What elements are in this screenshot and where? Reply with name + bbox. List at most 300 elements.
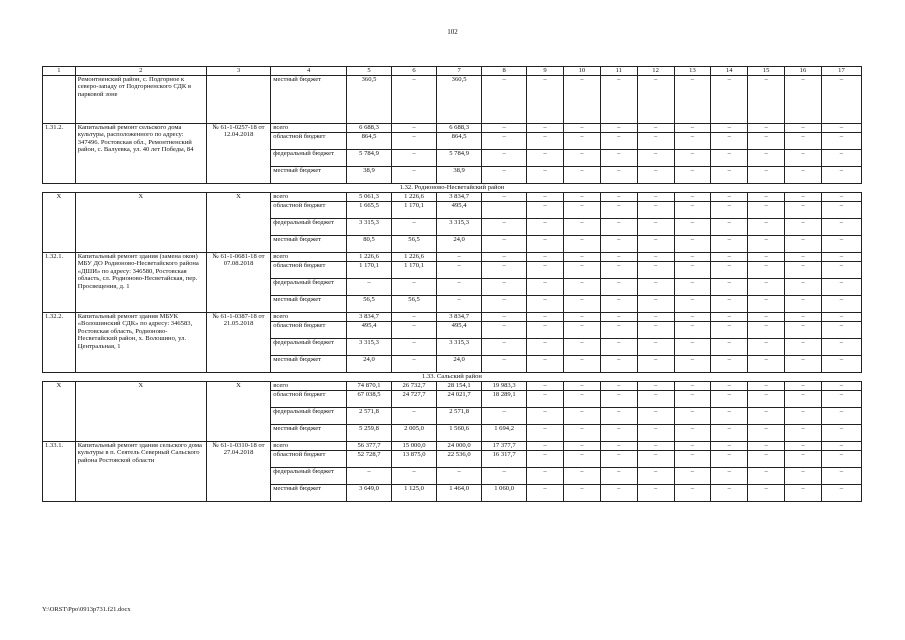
header-cell: 9 [527,67,564,76]
budget-type-cell: местный бюджет [271,356,347,373]
empty-value-cell: – [600,468,637,485]
value-cell: – [392,339,437,356]
empty-value-cell: – [600,425,637,442]
empty-value-cell: – [821,356,861,373]
empty-value-cell: – [674,253,711,262]
empty-value-cell: – [674,150,711,167]
value-cell: – [482,236,527,253]
empty-value-cell: – [748,382,785,391]
empty-value-cell: – [563,150,600,167]
contract-cell: № 61-1-0387-18 от 21.05.2018 [206,313,270,373]
value-cell: 56 377,7 [347,442,392,451]
value-cell: – [437,468,482,485]
value-cell: – [482,193,527,202]
empty-value-cell: – [600,167,637,184]
value-cell: 24,0 [437,356,482,373]
empty-value-cell: – [637,322,674,339]
empty-value-cell: – [637,253,674,262]
empty-value-cell: – [527,133,564,150]
empty-value-cell: – [527,382,564,391]
empty-value-cell: – [674,322,711,339]
header-cell: 16 [785,67,822,76]
empty-value-cell: – [563,322,600,339]
empty-value-cell: – [674,408,711,425]
empty-value-cell: – [637,124,674,133]
empty-value-cell: – [637,133,674,150]
item-description: Ремонтненский район, с. Подгорное к северо-западу от Подгорненского СДК в парковой зоне [75,76,206,124]
value-cell: 1 226,6 [347,253,392,262]
empty-value-cell: – [785,451,822,468]
empty-value-cell: – [748,408,785,425]
header-cell: 11 [600,67,637,76]
empty-value-cell: – [600,253,637,262]
empty-value-cell: – [785,468,822,485]
value-cell: 52 728,7 [347,451,392,468]
empty-value-cell: – [748,262,785,279]
empty-value-cell: – [821,279,861,296]
empty-value-cell: – [711,296,748,313]
value-cell: – [437,253,482,262]
empty-value-cell: – [711,356,748,373]
empty-value-cell: – [748,296,785,313]
empty-value-cell: – [785,339,822,356]
budget-type-cell: местный бюджет [271,485,347,502]
empty-value-cell: – [563,296,600,313]
footer-path: Y:\ORST\Ppo\0913p731.f21.docx [42,606,131,613]
table-row [43,193,862,202]
empty-value-cell: – [711,339,748,356]
empty-value-cell: – [563,253,600,262]
x-cell: X [75,193,206,253]
empty-value-cell: – [637,425,674,442]
empty-value-cell: – [637,451,674,468]
empty-value-cell: – [637,468,674,485]
empty-value-cell: – [821,322,861,339]
empty-value-cell: – [637,391,674,408]
table-row [43,313,862,322]
empty-value-cell: – [563,356,600,373]
empty-value-cell: – [785,425,822,442]
budget-type-cell: областной бюджет [271,262,347,279]
empty-value-cell: – [527,167,564,184]
empty-value-cell: – [637,279,674,296]
empty-value-cell: – [711,425,748,442]
empty-value-cell: – [821,167,861,184]
empty-value-cell: – [785,76,822,124]
empty-value-cell: – [748,202,785,219]
value-cell: 1 226,6 [392,253,437,262]
empty-value-cell: – [785,296,822,313]
value-cell: – [392,356,437,373]
value-cell: – [482,279,527,296]
empty-value-cell: – [527,219,564,236]
x-cell: X [206,193,270,253]
empty-value-cell: – [785,262,822,279]
value-cell: 19 983,3 [482,382,527,391]
value-cell: – [482,313,527,322]
empty-value-cell: – [637,442,674,451]
header-cell: 8 [482,67,527,76]
value-cell: 1 694,2 [482,425,527,442]
header-cell: 3 [206,67,270,76]
empty-value-cell: – [674,124,711,133]
budget-type-cell: федеральный бюджет [271,408,347,425]
value-cell: 3 315,3 [437,219,482,236]
empty-value-cell: – [748,193,785,202]
empty-value-cell: – [527,124,564,133]
empty-value-cell: – [600,356,637,373]
empty-value-cell: – [748,124,785,133]
budget-type-cell: местный бюджет [271,296,347,313]
empty-value-cell: – [674,279,711,296]
empty-value-cell: – [674,133,711,150]
empty-value-cell: – [600,193,637,202]
empty-value-cell: – [637,356,674,373]
value-cell: 38,9 [347,167,392,184]
value-cell: 24 727,7 [392,391,437,408]
value-cell [482,202,527,219]
empty-value-cell: – [527,356,564,373]
empty-value-cell: – [711,133,748,150]
empty-value-cell: – [600,485,637,502]
value-cell: 3 649,0 [347,485,392,502]
value-cell: – [482,262,527,279]
empty-value-cell: – [600,391,637,408]
value-cell: – [392,313,437,322]
value-cell: 5 259,8 [347,425,392,442]
value-cell: – [347,279,392,296]
empty-value-cell: – [674,76,711,124]
budget-type-cell: местный бюджет [271,167,347,184]
empty-value-cell: – [711,382,748,391]
budget-type-cell: местный бюджет [271,425,347,442]
value-cell: – [437,279,482,296]
header-cell: 5 [347,67,392,76]
empty-value-cell: – [674,219,711,236]
header-row [43,67,862,76]
section-title: 1.33. Сальский район [43,373,862,382]
empty-value-cell: – [748,236,785,253]
header-cell: 4 [271,67,347,76]
empty-value-cell: – [748,313,785,322]
value-cell: – [437,262,482,279]
value-cell: 3 834,7 [437,313,482,322]
empty-value-cell: – [637,236,674,253]
x-cell: X [43,193,76,253]
value-cell: 3 315,3 [437,339,482,356]
value-cell: 1 060,0 [482,485,527,502]
empty-value-cell: – [821,442,861,451]
empty-value-cell: – [821,133,861,150]
value-cell: 6 688,3 [437,124,482,133]
empty-value-cell: – [785,236,822,253]
budget-type-cell: федеральный бюджет [271,150,347,167]
empty-value-cell: – [563,236,600,253]
empty-value-cell: – [563,193,600,202]
empty-value-cell: – [748,219,785,236]
value-cell: 15 000,0 [392,442,437,451]
empty-value-cell: – [527,253,564,262]
empty-value-cell: – [600,279,637,296]
empty-value-cell: – [821,313,861,322]
empty-value-cell: – [785,124,822,133]
item-description: Капитальный ремонт сельского дома культуры, расположенного по адресу: 347496. Ростовская обл., Ремонтненский район, с. Валуевка, ул. 40 лет Победы, 84 [75,124,206,184]
empty-value-cell: – [637,382,674,391]
empty-value-cell: – [637,339,674,356]
empty-value-cell: – [711,485,748,502]
empty-value-cell: – [563,279,600,296]
empty-value-cell: – [527,408,564,425]
value-cell: 6 688,3 [347,124,392,133]
empty-value-cell: – [748,451,785,468]
empty-value-cell: – [527,202,564,219]
table-row [43,124,862,133]
value-cell: 17 377,7 [482,442,527,451]
x-cell: X [43,382,76,442]
value-cell: – [482,356,527,373]
empty-value-cell: – [563,262,600,279]
budget-type-cell: областной бюджет [271,451,347,468]
empty-value-cell: – [637,485,674,502]
empty-value-cell: – [821,451,861,468]
value-cell: – [392,133,437,150]
empty-value-cell: – [600,150,637,167]
empty-value-cell: – [600,236,637,253]
item-number: 1.32.1. [43,253,76,313]
empty-value-cell: – [785,202,822,219]
value-cell: – [482,339,527,356]
empty-value-cell: – [748,425,785,442]
empty-value-cell: – [527,193,564,202]
budget-type-cell: местный бюджет [271,76,347,124]
empty-value-cell: – [527,468,564,485]
value-cell: 495,4 [437,202,482,219]
empty-value-cell: – [600,322,637,339]
value-cell: – [482,322,527,339]
empty-value-cell: – [527,425,564,442]
empty-value-cell: – [711,150,748,167]
value-cell: 1 226,6 [392,193,437,202]
value-cell: – [437,296,482,313]
empty-value-cell: – [527,279,564,296]
empty-value-cell: – [637,296,674,313]
empty-value-cell: – [748,339,785,356]
table-row [43,253,862,262]
empty-value-cell: – [600,262,637,279]
empty-value-cell: – [600,339,637,356]
value-cell: – [482,150,527,167]
budget-type-cell: федеральный бюджет [271,339,347,356]
empty-value-cell: – [637,219,674,236]
empty-value-cell: – [527,262,564,279]
value-cell: 56,5 [392,236,437,253]
empty-value-cell: – [563,408,600,425]
empty-value-cell: – [821,76,861,124]
value-cell: – [392,322,437,339]
empty-value-cell: – [674,339,711,356]
empty-value-cell: – [527,296,564,313]
empty-value-cell: – [563,339,600,356]
empty-value-cell: – [563,442,600,451]
table-row [43,442,862,451]
empty-value-cell: – [711,468,748,485]
item-number [43,76,76,124]
empty-value-cell: – [563,313,600,322]
budget-type-cell: всего [271,193,347,202]
empty-value-cell: – [674,167,711,184]
value-cell: 74 870,1 [347,382,392,391]
value-cell: 28 154,1 [437,382,482,391]
header-cell: 14 [711,67,748,76]
value-cell: 1 464,0 [437,485,482,502]
empty-value-cell: – [748,485,785,502]
value-cell: – [392,167,437,184]
value-cell: – [482,76,527,124]
value-cell: 3 315,3 [347,339,392,356]
empty-value-cell: – [821,236,861,253]
empty-value-cell: – [637,76,674,124]
empty-value-cell: – [785,150,822,167]
empty-value-cell: – [563,202,600,219]
value-cell: 864,5 [437,133,482,150]
empty-value-cell: – [600,382,637,391]
empty-value-cell: – [600,296,637,313]
empty-value-cell: – [637,313,674,322]
table-row [43,76,862,124]
empty-value-cell: – [711,322,748,339]
empty-value-cell: – [674,236,711,253]
empty-value-cell: – [563,485,600,502]
empty-value-cell: – [785,408,822,425]
value-cell: 67 038,5 [347,391,392,408]
empty-value-cell: – [748,279,785,296]
empty-value-cell: – [563,468,600,485]
empty-value-cell: – [748,150,785,167]
empty-value-cell: – [821,391,861,408]
header-cell: 1 [43,67,76,76]
empty-value-cell: – [527,391,564,408]
value-cell: – [482,167,527,184]
empty-value-cell: – [821,408,861,425]
empty-value-cell: – [674,451,711,468]
empty-value-cell: – [748,391,785,408]
empty-value-cell: – [674,425,711,442]
value-cell: 13 875,0 [392,451,437,468]
value-cell: – [392,279,437,296]
empty-value-cell: – [563,167,600,184]
empty-value-cell: – [821,425,861,442]
empty-value-cell: – [821,253,861,262]
empty-value-cell: – [821,296,861,313]
empty-value-cell: – [600,124,637,133]
empty-value-cell: – [527,236,564,253]
empty-value-cell: – [785,391,822,408]
empty-value-cell: – [821,202,861,219]
empty-value-cell: – [637,262,674,279]
value-cell: 56,5 [392,296,437,313]
header-cell: 10 [563,67,600,76]
empty-value-cell: – [563,124,600,133]
empty-value-cell: – [527,485,564,502]
value-cell: 24,0 [347,356,392,373]
empty-value-cell: – [711,193,748,202]
empty-value-cell: – [821,150,861,167]
value-cell: 3 315,3 [347,219,392,236]
value-cell: 24,0 [437,236,482,253]
value-cell: 495,4 [347,322,392,339]
value-cell: 1 170,1 [347,262,392,279]
empty-value-cell: – [711,124,748,133]
empty-value-cell: – [674,442,711,451]
value-cell: 1 125,0 [392,485,437,502]
empty-value-cell: – [563,391,600,408]
empty-value-cell: – [600,219,637,236]
value-cell: – [347,468,392,485]
empty-value-cell: – [711,313,748,322]
empty-value-cell: – [563,133,600,150]
empty-value-cell: – [785,442,822,451]
empty-value-cell: – [674,356,711,373]
value-cell: 495,4 [437,322,482,339]
empty-value-cell: – [821,382,861,391]
empty-value-cell: – [821,219,861,236]
value-cell: – [482,408,527,425]
item-number: 1.32.2. [43,313,76,373]
empty-value-cell: – [563,382,600,391]
contract-cell [206,76,270,124]
empty-value-cell: – [821,485,861,502]
empty-value-cell: – [711,451,748,468]
empty-value-cell: – [563,76,600,124]
item-description: Капитальный ремонт здания (замена окон) МБУ ДО Родионово-Несветайского района «ДШИ» по адресу: 346580, Ростовская область, сл. Родионово-Несветайская, пер. Просвещения, д. 1 [75,253,206,313]
empty-value-cell: – [785,279,822,296]
empty-value-cell: – [637,408,674,425]
empty-value-cell: – [711,391,748,408]
value-cell: 360,5 [347,76,392,124]
empty-value-cell: – [674,262,711,279]
header-cell: 15 [748,67,785,76]
empty-value-cell: – [674,382,711,391]
item-number: 1.33.1. [43,442,76,502]
empty-value-cell: – [785,322,822,339]
empty-value-cell: – [711,442,748,451]
empty-value-cell: – [637,193,674,202]
table-row [43,373,862,382]
value-cell: 56,5 [347,296,392,313]
empty-value-cell: – [785,253,822,262]
value-cell: – [392,408,437,425]
table-row [43,382,862,391]
empty-value-cell: – [711,219,748,236]
header-cell: 7 [437,67,482,76]
x-cell: X [75,382,206,442]
budget-type-cell: всего [271,382,347,391]
empty-value-cell: – [711,408,748,425]
empty-value-cell: – [821,468,861,485]
empty-value-cell: – [674,193,711,202]
budget-type-cell: федеральный бюджет [271,219,347,236]
value-cell: 1 560,6 [437,425,482,442]
empty-value-cell: – [821,193,861,202]
value-cell: 2 005,0 [392,425,437,442]
empty-value-cell: – [674,391,711,408]
value-cell: 24 000,0 [437,442,482,451]
budget-type-cell: федеральный бюджет [271,279,347,296]
budget-table [42,66,862,502]
budget-type-cell: федеральный бюджет [271,468,347,485]
value-cell: 26 732,7 [392,382,437,391]
empty-value-cell: – [600,133,637,150]
